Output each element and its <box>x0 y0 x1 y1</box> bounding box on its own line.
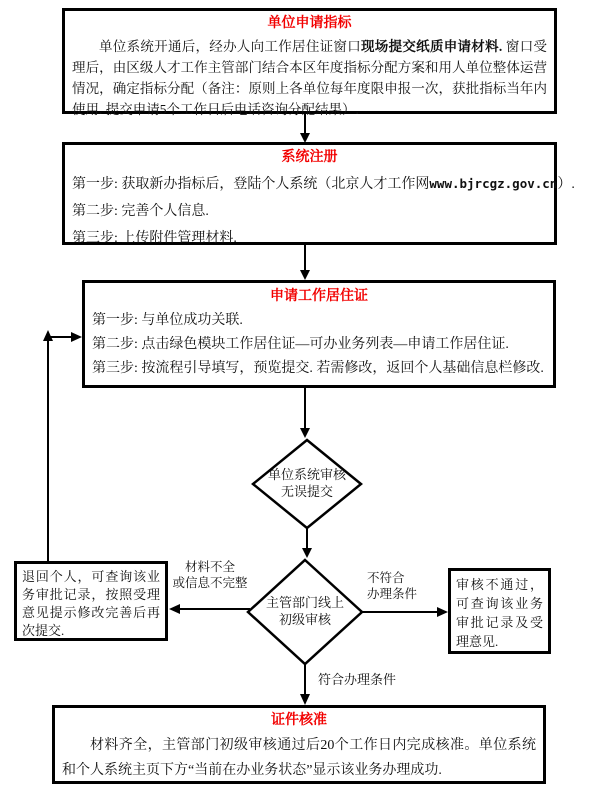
register-step1-url: www.bjrcgz.gov.cn <box>429 176 558 191</box>
box-unit-quota-body <box>65 36 554 120</box>
edge-label-incomplete <box>156 560 264 591</box>
apply-step-3: 第三步: 按流程引导填写，预览提交. 若需修改，返回个人基础信息栏修改. <box>92 361 544 376</box>
box-permit-approval-body: 材料齐全，主管部门初级审核通过后20个工作日内完成核准。单位系统和个人系统主页下方“当前在办业务状态”显示该业务办理成功. <box>62 738 536 778</box>
box-permit-approval-title: 证件核准 <box>271 713 327 728</box>
quota-body-post: 窗口受理后，由区级人才工作主管部门结合本区年度指标分配方案和用人单位整体运营情况，确定指标分配（备注：原则上各单位每年度限申报一次，获批指标当年内使用. 提交申请5个工作日后电话咨询分配结果）. <box>72 39 548 117</box>
edge-label-incomplete-line1: 材料不全 <box>184 560 235 574</box>
unit-review-line2: 无误提交 <box>280 484 333 499</box>
unit-review-line1: 单位系统审核 <box>267 467 346 482</box>
dept-review-line2: 初级审核 <box>278 612 331 627</box>
edge-label-not-eligible <box>367 570 447 602</box>
edge-label-eligible: 符合办理条件 <box>318 672 397 687</box>
edge-label-not-eligible-line2: 办理条件 <box>367 587 418 601</box>
box-apply-permit <box>82 280 556 388</box>
arrow-unit-review-to-dept-review <box>302 528 312 558</box>
dept-review-line1: 主管部门线上 <box>265 595 344 610</box>
register-step-1 <box>65 170 575 198</box>
box-system-register-title: 系统注册 <box>281 150 338 165</box>
edge-label-not-eligible-line1: 不符合 <box>367 571 405 585</box>
quota-body-bold: 现场提交纸质申请材料. <box>361 39 503 54</box>
box-permit-approval <box>52 705 546 784</box>
arrow-dept-review-to-approve <box>300 664 310 705</box>
apply-step-1: 第一步: 与单位成功关联. <box>92 313 243 328</box>
register-step1-post: ）. <box>557 177 575 192</box>
arrow-dept-review-to-reject <box>362 607 448 617</box>
box-unit-quota-application <box>62 8 557 117</box>
arrow-dept-review-to-return <box>169 604 250 614</box>
register-step1-pre: 第一步: 获取新办指标后，登陆个人系统（北京人才工作网 <box>72 177 430 192</box>
box-system-register <box>62 142 575 246</box>
box-reject-text: 审核不通过，可查询该业务审批记录及受理意见. <box>456 577 543 649</box>
box-apply-permit-title: 申请工作居住证 <box>270 289 368 304</box>
apply-step-2: 第二步: 点击绿色模块工作居住证—可办业务列表—申请工作居住证. <box>92 337 509 352</box>
box-unit-quota-title: 单位申请指标 <box>267 16 352 31</box>
box-return-text: 退回个人，可查询该业务审批记录，按照受理意见提示修改完善后再次提交. <box>22 569 160 638</box>
register-step-3: 第三步: 上传附件管理材料. <box>72 231 237 246</box>
dept-review-diamond-label <box>248 594 362 628</box>
arrow-apply-to-unit-review <box>300 388 310 438</box>
edge-label-incomplete-line2: 或信息不完整 <box>172 575 248 590</box>
quota-body-pre: 单位系统开通后，经办人向工作居住证窗口 <box>99 39 361 54</box>
box-review-rejected <box>448 568 551 654</box>
feedback-return-to-apply <box>43 330 82 561</box>
register-step-2: 第二步: 完善个人信息. <box>72 204 209 219</box>
unit-review-diamond-label <box>250 466 364 500</box>
box-return-to-person <box>14 561 168 641</box>
